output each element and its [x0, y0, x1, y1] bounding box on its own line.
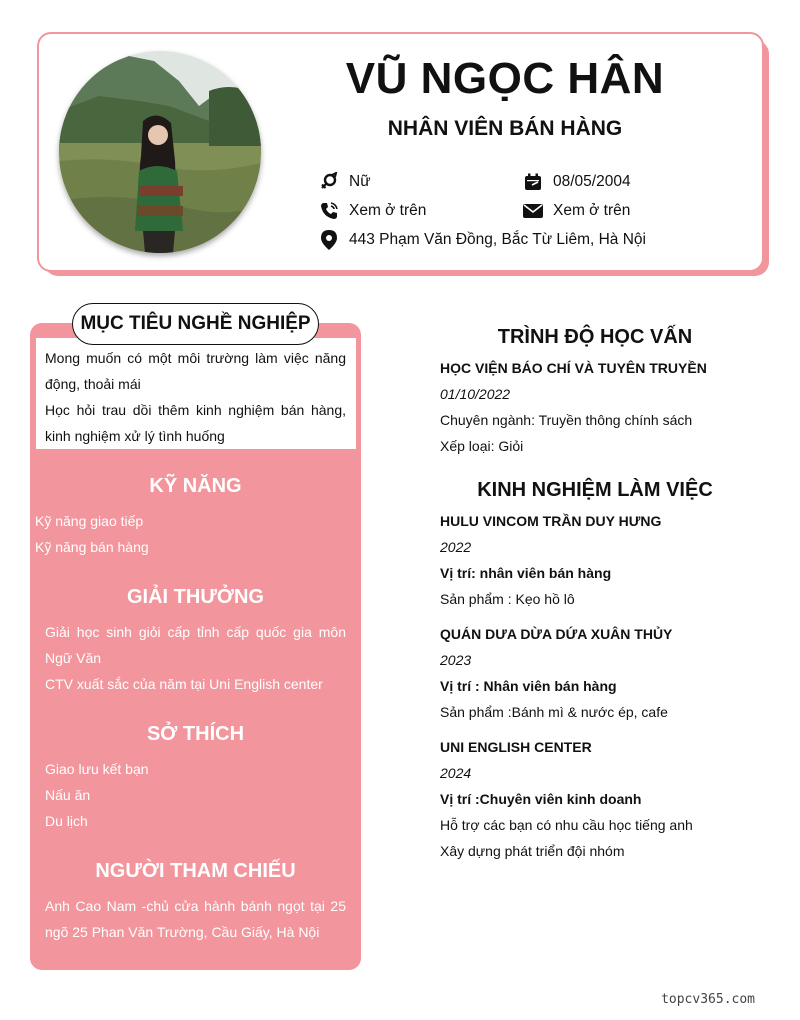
education-grade: Xếp loại: Giỏi: [440, 438, 524, 454]
education-block: [440, 355, 780, 459]
hobby-item: Du lịch: [45, 813, 88, 829]
experience-job: [440, 734, 780, 864]
gender-value: Nữ: [349, 173, 371, 190]
job-title: NHÂN VIÊN BÁN HÀNG: [387, 117, 623, 140]
email-row: [522, 200, 630, 222]
gender-icon: [318, 171, 340, 193]
address-row: [318, 229, 646, 251]
hobby-item: Giao lưu kết bạn: [45, 761, 149, 777]
education-date: 01/10/2022: [440, 386, 511, 402]
calendar-icon: [522, 171, 544, 193]
birthdate-value: 08/05/2004: [553, 173, 631, 190]
objective-line: Mong muốn có một môi trường làm việc năng động, thoải mái: [45, 350, 346, 392]
objective-title: MỤC TIÊU NGHỀ NGHIỆP: [72, 303, 319, 345]
references-title: NGƯỜI THAM CHIẾU: [95, 860, 296, 882]
avatar: [59, 51, 261, 253]
company-name: UNI ENGLISH CENTER: [440, 739, 592, 755]
education-title: TRÌNH ĐỘ HỌC VẤN: [497, 326, 693, 348]
award-item: Giải học sinh giỏi cấp tỉnh cấp quốc gia môn Ngữ Văn: [45, 624, 346, 666]
phone-value: Xem ở trên: [349, 202, 427, 219]
hobby-item: Nấu ăn: [45, 787, 91, 803]
job-year: 2024: [440, 765, 472, 781]
job-detail: Sản phẩm : Kẹo hồ lô: [440, 591, 575, 607]
phone-icon: [318, 200, 340, 222]
experience-title: KINH NGHIỆM LÀM VIỆC: [477, 479, 713, 501]
birthdate-row: [522, 171, 631, 193]
envelope-icon: [522, 200, 544, 222]
company-name: HULU VINCOM TRẦN DUY HƯNG: [440, 513, 662, 529]
hobbies-title: SỞ THÍCH: [146, 723, 245, 745]
references-text: Anh Cao Nam -chủ cửa hành bánh ngọt tại 25 ngõ 25 Phan Văn Trường, Cầu Giấy, Hà Nội: [45, 898, 346, 940]
job-year: 2022: [440, 539, 472, 555]
skills-list: [35, 508, 345, 560]
skill-item: Kỹ năng bán hàng: [35, 539, 149, 555]
awards-title: GIẢI THƯỞNG: [127, 586, 264, 608]
footer-watermark: topcv365.com: [661, 992, 755, 1007]
awards-list: [45, 619, 346, 697]
objective-line: Học hỏi trau dồi thêm kinh nghiệm bán hàng, kinh nghiệm xử lý tình huống: [45, 402, 346, 444]
candidate-name: VŨ NGỌC HÂN: [345, 54, 665, 103]
skills-title: KỸ NĂNG: [149, 475, 242, 497]
address-value: 443 Phạm Văn Đồng, Bắc Từ Liêm, Hà Nội: [349, 231, 646, 248]
school-name: HỌC VIỆN BÁO CHÍ VÀ TUYÊN TRUYỀN: [440, 360, 707, 376]
phone-row: [318, 200, 426, 222]
job-detail: Sản phẩm :Bánh mì & nước ép, cafe: [440, 704, 668, 720]
skill-item: Kỹ năng giao tiếp: [35, 513, 144, 529]
email-value: Xem ở trên: [553, 202, 631, 219]
gender-row: [318, 171, 371, 193]
experience-job: [440, 621, 780, 725]
job-position: Vị trí: nhân viên bán hàng: [440, 565, 612, 581]
job-detail: Xây dựng phát triển đội nhóm: [440, 843, 625, 859]
job-position: Vị trí : Nhân viên bán hàng: [440, 678, 617, 694]
company-name: QUÁN DƯA DỪA DỨA XUÂN THỦY: [440, 626, 673, 642]
hobbies-list: [45, 756, 346, 834]
location-pin-icon: [318, 229, 340, 251]
objective-text: [45, 345, 346, 449]
experience-job: [440, 508, 780, 612]
award-item: CTV xuất sắc của năm tại Uni English center: [45, 676, 323, 692]
job-position: Vị trí :Chuyên viên kinh doanh: [440, 791, 642, 807]
job-year: 2023: [440, 652, 472, 668]
job-detail: Hỗ trợ các bạn có nhu cầu học tiếng anh: [440, 817, 693, 833]
education-major: Chuyên ngành: Truyền thông chính sách: [440, 412, 693, 428]
